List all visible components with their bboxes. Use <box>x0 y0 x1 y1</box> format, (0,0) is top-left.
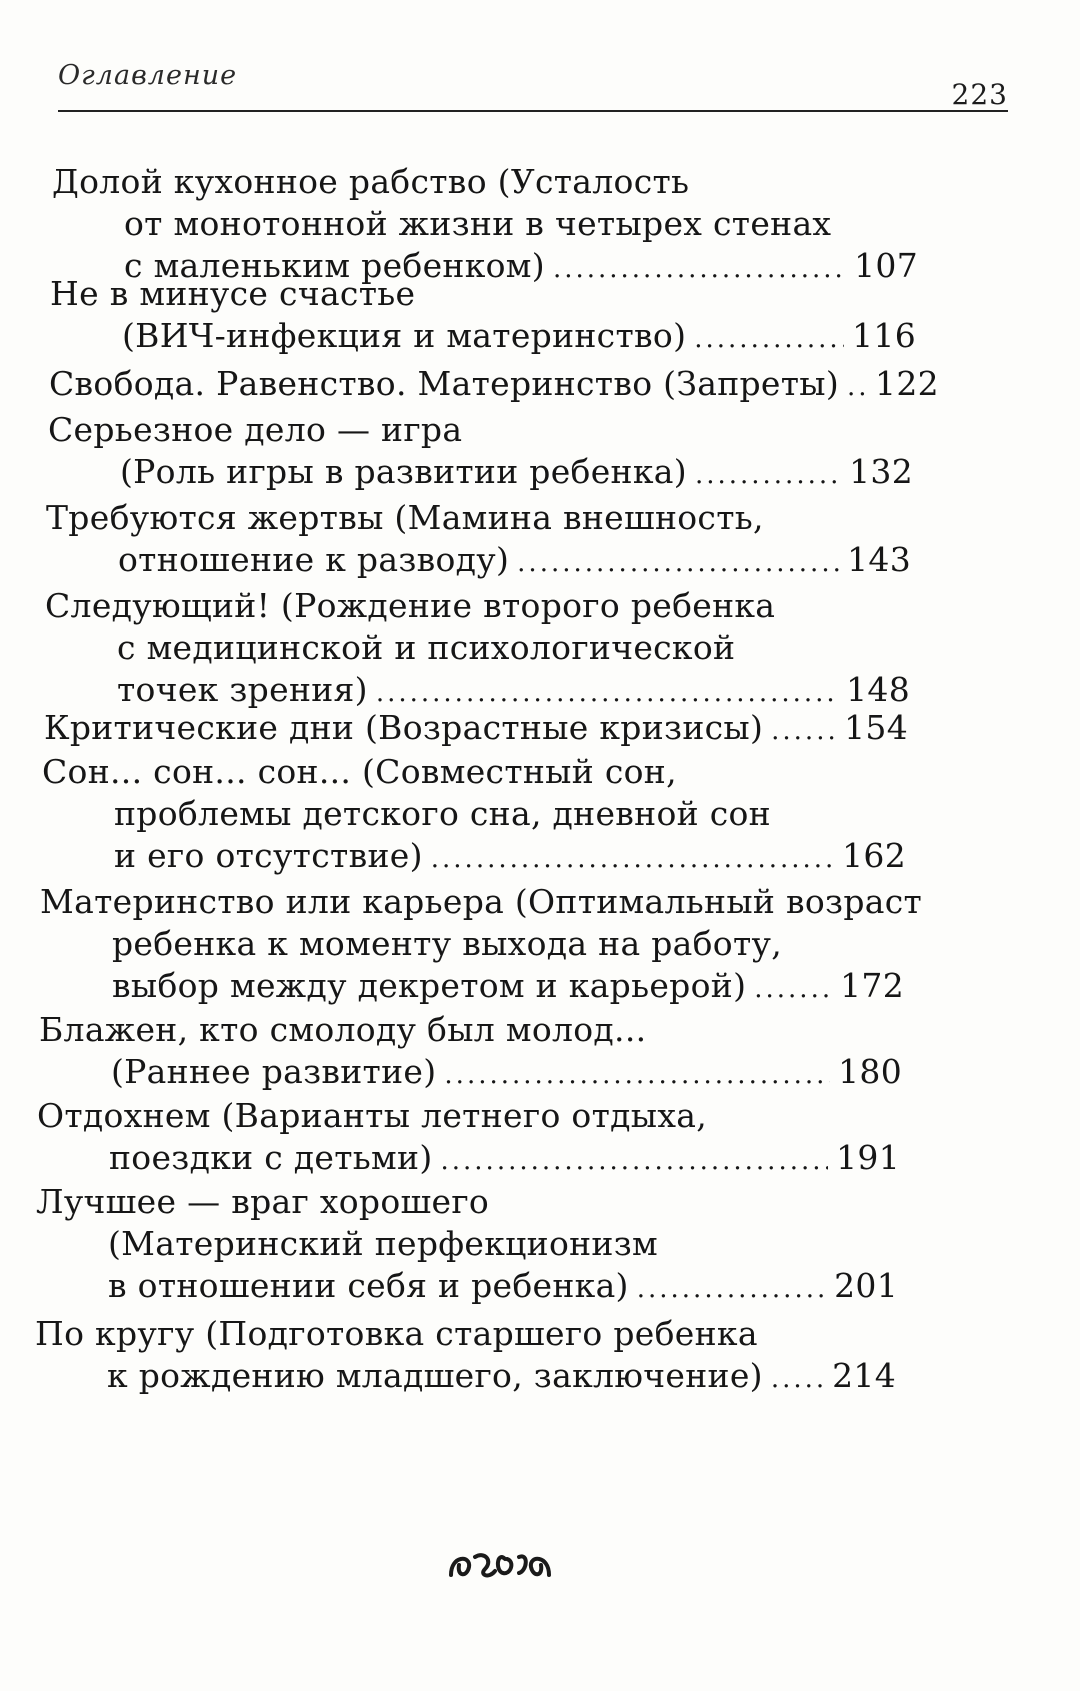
toc-page-number: 214 <box>832 1356 896 1395</box>
toc-entry <box>37 1094 900 1184</box>
dot-leader <box>441 1139 829 1183</box>
toc-entry <box>39 1008 902 1098</box>
toc-entry-text: По кругу (Подготовка старшего ребенка <box>35 1314 758 1353</box>
toc-entry-text: (Раннее развитие) <box>111 1052 437 1091</box>
dot-leader <box>771 709 836 753</box>
toc-entry <box>49 362 939 410</box>
toc-page-number: 107 <box>854 246 918 285</box>
dot-leader <box>754 967 832 1011</box>
dot-leader <box>847 365 867 409</box>
toc-page-number: 132 <box>849 452 913 491</box>
toc-entry-text: Долой кухонное рабство (Усталость <box>52 162 690 201</box>
toc-page-number: 116 <box>852 316 916 355</box>
toc-entry-text: от монотонной жизни в четырех стенах <box>124 204 832 243</box>
dot-leader <box>517 541 839 585</box>
toc-entry <box>44 706 908 754</box>
toc-entry-text: Материнство или карьера (Оптимальный возраст <box>40 882 923 921</box>
toc-entry-text: Критические дни (Возрастные кризисы) <box>44 708 764 747</box>
toc-entry-text: отношение к разводу) <box>118 540 510 579</box>
toc-entry-text: выбор между декретом и карьерой) <box>112 966 747 1005</box>
dot-leader <box>771 1357 824 1401</box>
header-title: Оглавление <box>58 60 238 91</box>
toc-entry <box>35 1312 896 1402</box>
toc-entry-text: проблемы детского сна, дневной сон <box>114 794 771 833</box>
toc-entry-text: и его отсутствие) <box>114 836 423 875</box>
toc-entry-text: в отношении себя и ребенка) <box>108 1266 629 1305</box>
toc-page-number: 201 <box>834 1266 898 1305</box>
toc-entry-text: Отдохнем (Варианты летнего отдыха, <box>37 1096 707 1135</box>
toc-page-number: 172 <box>840 966 904 1005</box>
toc-entry-text: Лучшее — враг хорошего <box>36 1182 490 1221</box>
toc-page-number: 154 <box>844 708 908 747</box>
toc-page-number: 122 <box>875 364 939 403</box>
header-page-number: 223 <box>951 78 1008 111</box>
dot-leader <box>695 453 841 497</box>
dot-leader <box>444 1053 830 1097</box>
toc-page-number: 191 <box>836 1138 900 1177</box>
toc-page-number: 148 <box>846 670 910 709</box>
dot-leader <box>431 837 834 881</box>
toc-entry <box>50 272 916 362</box>
toc-entry <box>40 880 923 1012</box>
toc-entry-text: точек зрения) <box>117 670 368 709</box>
toc-entry-text: Не в минусе счастье <box>50 274 416 313</box>
toc-entry <box>36 1180 898 1312</box>
toc-entry <box>46 496 911 586</box>
toc-entry <box>42 750 906 882</box>
toc-entry-text: (Материнский перфекционизм <box>108 1224 658 1263</box>
toc-page-number: 162 <box>842 836 906 875</box>
toc-entry-text: Блажен, кто смолоду был молод... <box>39 1010 647 1049</box>
toc-entry <box>45 584 910 716</box>
dot-leader <box>637 1267 826 1311</box>
toc-entry-text: поездки с детьми) <box>109 1138 433 1177</box>
toc-entry-text: Серьезное дело — игра <box>48 410 463 449</box>
toc-entry-text: (Роль игры в развитии ребенка) <box>120 452 687 491</box>
toc-entry <box>48 408 913 498</box>
toc-page-number: 180 <box>838 1052 902 1091</box>
dot-leader <box>694 317 844 361</box>
toc-entry-text: Следующий! (Рождение второго ребенка <box>45 586 776 625</box>
toc-entry-text: Свобода. Равенство. Материнство (Запреты) <box>49 364 840 403</box>
toc-page-number: 143 <box>847 540 911 579</box>
toc-entry-text: Требуются жертвы (Мамина внешность, <box>46 498 764 537</box>
toc-entry-text: с медицинской и психологической <box>117 628 736 667</box>
toc-entry-text: Сон... сон... сон... (Совместный сон, <box>42 752 677 791</box>
toc-entry-text: (ВИЧ-инфекция и материнство) <box>122 316 687 355</box>
toc-entry-text: ребенка к моменту выхода на работу, <box>112 924 783 963</box>
ornament-icon <box>445 1547 555 1583</box>
toc-entry-text: к рождению младшего, заключение) <box>107 1356 763 1395</box>
running-header <box>58 52 1008 112</box>
toc-entry-text: с маленьким ребенком) <box>124 246 545 285</box>
